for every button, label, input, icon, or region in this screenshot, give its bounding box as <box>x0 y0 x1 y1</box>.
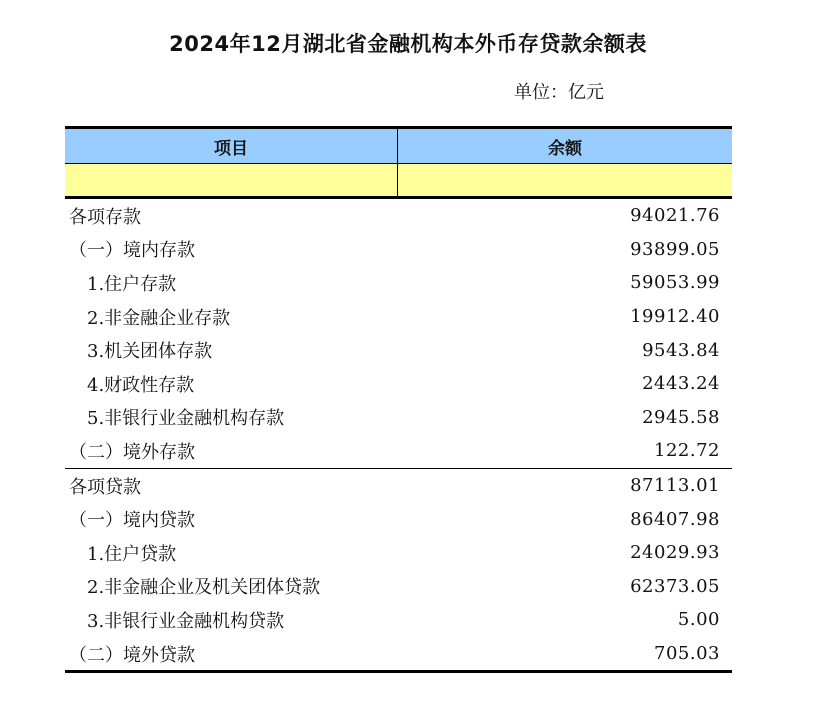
table-header-row <box>65 126 732 164</box>
table-row <box>65 300 732 334</box>
row-label: （二）境外贷款 <box>69 644 195 666</box>
row-value: 122.72 <box>654 440 720 462</box>
row-label: 各项存款 <box>69 206 141 228</box>
row-label: （一）境内贷款 <box>69 510 195 532</box>
header-item-label: 项目 <box>214 138 248 159</box>
row-value: 59053.99 <box>630 272 720 294</box>
table-row <box>65 502 732 536</box>
table-row <box>65 233 732 267</box>
deposits-section <box>65 199 732 469</box>
row-value: 62373.05 <box>630 575 720 597</box>
table-row <box>65 401 732 435</box>
row-label: （二）境外存款 <box>69 441 195 463</box>
row-label: （一）境内存款 <box>69 240 195 262</box>
row-label: 各项贷款 <box>69 476 141 498</box>
table-row <box>65 536 732 570</box>
table-subheader-row <box>65 164 732 199</box>
row-value: 19912.40 <box>630 306 720 328</box>
table-row <box>65 434 732 468</box>
row-value: 5.00 <box>677 609 720 631</box>
subheader-cell-item <box>65 164 398 196</box>
table-row <box>65 367 732 401</box>
row-value: 94021.76 <box>630 205 720 227</box>
row-label: 2.非金融企业及机关团体贷款 <box>87 577 321 599</box>
row-value: 24029.93 <box>630 542 720 564</box>
header-cell-item <box>65 129 398 163</box>
row-value: 2945.58 <box>642 406 720 428</box>
header-cell-balance <box>398 129 732 163</box>
table-row <box>65 469 732 503</box>
loans-section <box>65 469 732 674</box>
header-balance-label: 余额 <box>548 138 582 159</box>
unit-label: 单位：亿元 <box>514 82 604 103</box>
row-label: 1.住户存款 <box>87 273 177 295</box>
balance-table <box>65 126 732 673</box>
row-label: 3.非银行业金融机构贷款 <box>87 610 285 632</box>
table-row <box>65 637 732 671</box>
row-label: 3.机关团体存款 <box>87 341 213 363</box>
page-title: 2024年12月湖北省金融机构本外币存贷款余额表 <box>169 32 647 56</box>
row-value: 9543.84 <box>642 339 720 361</box>
row-label: 5.非银行业金融机构存款 <box>87 408 285 430</box>
table-row <box>65 266 732 300</box>
table-row <box>65 603 732 637</box>
table-row <box>65 199 732 233</box>
row-label: 1.住户贷款 <box>87 543 177 565</box>
row-value: 86407.98 <box>630 508 720 530</box>
row-value: 705.03 <box>654 643 720 665</box>
row-value: 87113.01 <box>630 475 720 497</box>
row-label: 2.非金融企业存款 <box>87 307 231 329</box>
table-row <box>65 333 732 367</box>
subheader-cell-balance <box>398 164 732 196</box>
row-label: 4.财政性存款 <box>87 374 195 396</box>
table-row <box>65 570 732 604</box>
row-value: 2443.24 <box>642 373 720 395</box>
row-value: 93899.05 <box>630 238 720 260</box>
